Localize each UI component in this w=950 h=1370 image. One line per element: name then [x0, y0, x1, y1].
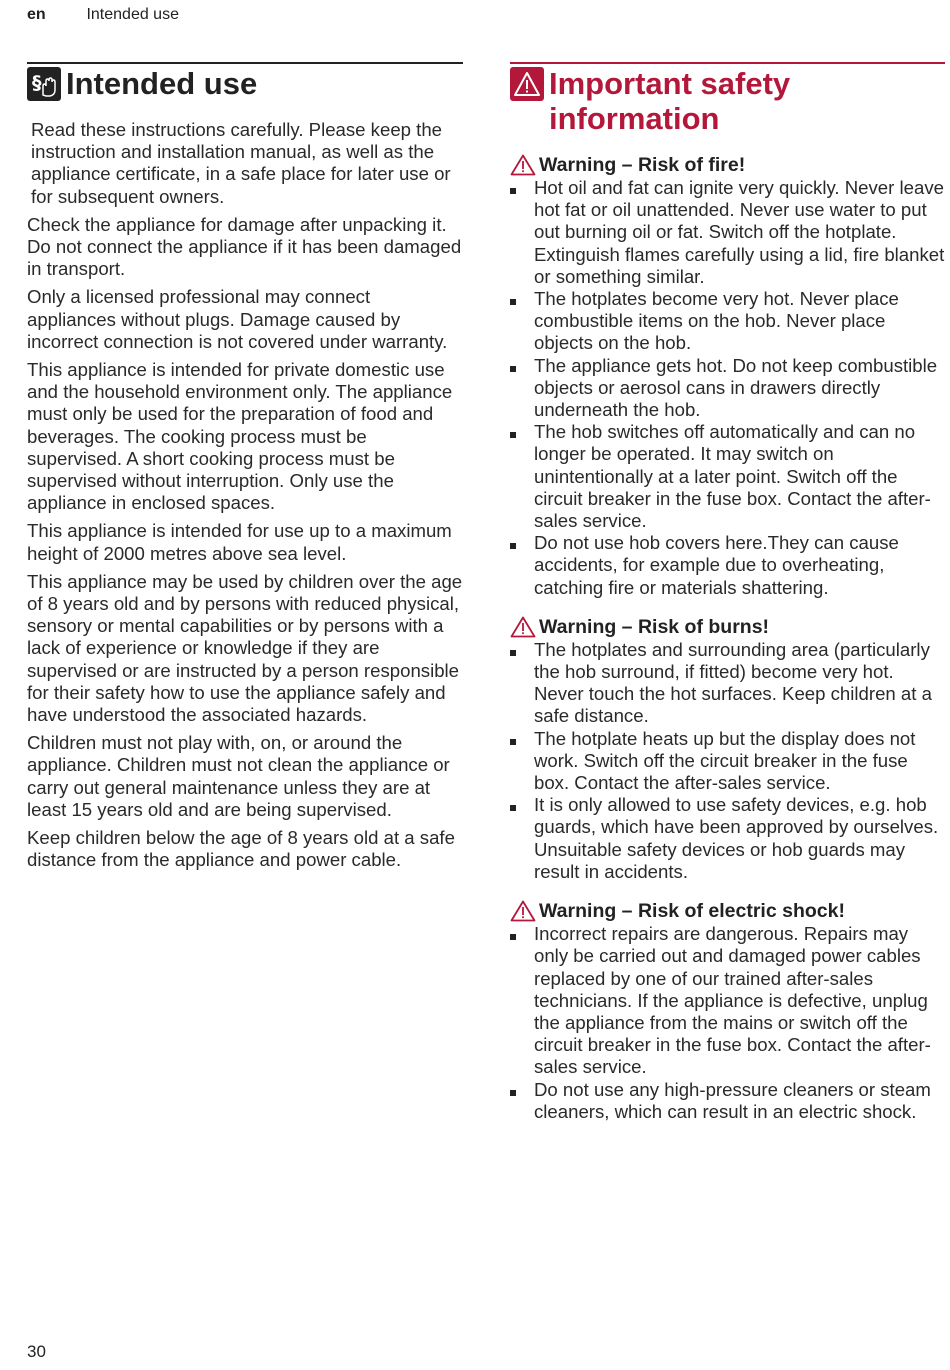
- list-item: Do not use hob covers here.They can cause accidents, for example due to overheating, catching fire or materials shattering.: [510, 532, 945, 599]
- warning-triangle-icon: [510, 67, 544, 101]
- warning-heading: [510, 899, 945, 923]
- intended-use-body: [27, 119, 463, 872]
- list-item: Do not use any high-pressure cleaners or steam cleaners, which can result in an electric shock.: [510, 1079, 945, 1123]
- safety-title: [549, 66, 790, 136]
- section-hand-icon: [27, 67, 61, 101]
- intended-use-heading: [27, 62, 463, 101]
- warning-electric-shock: [510, 899, 945, 1123]
- page-header: [27, 6, 179, 24]
- list-item: The appliance gets hot. Do not keep combustible objects or aerosol cans in drawers directly underneath the hob.: [510, 355, 945, 422]
- safety-title-line2: information: [549, 101, 720, 136]
- svg-text:§: §: [32, 72, 42, 94]
- warning-heading: [510, 615, 945, 639]
- warning-heading-text: Warning – Risk of electric shock!: [539, 900, 845, 923]
- warning-triangle-icon: [510, 154, 536, 176]
- language-code: en: [27, 6, 46, 23]
- warning-fire: [510, 153, 945, 599]
- warning-heading-text: Warning – Risk of burns!: [539, 615, 770, 638]
- list-item: Hot oil and fat can ignite very quickly. Never leave hot fat or oil unattended. Never use water to put out burning oil or fat. Switch off the hotplate. Extinguish flames carefully using a lid, fire blanket or something similar.: [510, 177, 945, 288]
- paragraph: Read these instructions carefully. Please keep the instruction and installation manual, as well as the appliance certificate, in a safe place for later use or for subsequent owners.: [31, 119, 451, 207]
- list-item: The hob switches off automatically and can no longer be operated. It may switch on unintentionally at a later point. Switch off the circuit breaker in the fuse box. Contact the after-sales service.: [510, 421, 945, 532]
- intended-use-column: [27, 62, 463, 878]
- warning-heading: [510, 153, 945, 177]
- list-item: The hotplates become very hot. Never place combustible items on the hob. Never place objects on the hob.: [510, 288, 945, 355]
- paragraph: Keep children below the age of 8 years old at a safe distance from the appliance and power cable.: [27, 827, 455, 871]
- safety-title-line1: Important safety: [549, 66, 791, 101]
- list-item: Incorrect repairs are dangerous. Repairs may only be carried out and damaged power cables replaced by one of our trained after-sales technicians. If the appliance is defective, unplug the appliance from the mains or switch off the circuit breaker in the fuse box. Contact the after-sales service.: [510, 923, 945, 1078]
- paragraph: Only a licensed professional may connect appliances without plugs. Damage caused by incorrect connection is not covered under warranty.: [27, 286, 448, 352]
- warning-heading-text: Warning – Risk of fire!: [539, 154, 746, 176]
- safety-column: [510, 62, 945, 1123]
- paragraph: Check the appliance for damage after unpacking it. Do not connect the appliance if it has been damaged in transport.: [27, 213, 462, 280]
- paragraph: This appliance is intended for use up to a maximum height of 2000 metres above sea level.: [27, 520, 452, 564]
- page-number: 30: [27, 1342, 46, 1361]
- warning-burns: [510, 615, 945, 883]
- page-title: Intended use: [66, 66, 258, 101]
- list-item: The hotplates and surrounding area (particularly the hob surround, if fitted) become very hot. Never touch the hot surfaces. Keep children at a safe distance.: [510, 639, 945, 728]
- paragraph: Children must not play with, on, or around the appliance. Children must not clean the appliance or carry out general maintenance unless they are at least 15 years old and are being supervised.: [27, 732, 450, 820]
- header-section-name: Intended use: [86, 6, 179, 23]
- warning-triangle-icon: [510, 616, 536, 638]
- list-item: It is only allowed to use safety devices, e.g. hob guards, which have been approved by ourselves. Unsuitable safety devices or hob guards may result in accidents.: [510, 794, 945, 883]
- paragraph: This appliance is intended for private domestic use and the household environment only. The appliance must only be used for the preparation of food and beverages. The cooking process must be supervised. A short cooking process must be supervised without interruption. Only use the appliance in enclosed spaces.: [27, 359, 453, 514]
- warning-list: [510, 177, 945, 599]
- paragraph: This appliance may be used by children over the age of 8 years old and by persons with reduced physical, sensory or mental capabilities or by persons with a lack of experience or knowledge if they are supervised or are instructed by a person responsible for their safety how to use the appliance safely and have understood the associated hazards.: [27, 570, 463, 726]
- safety-heading: [510, 62, 945, 136]
- list-item: The hotplate heats up but the display does not work. Switch off the circuit breaker in the fuse box. Contact the after-sales service.: [510, 728, 945, 795]
- warning-list: [510, 639, 945, 883]
- warning-triangle-icon: [510, 900, 536, 922]
- warning-list: [510, 923, 945, 1123]
